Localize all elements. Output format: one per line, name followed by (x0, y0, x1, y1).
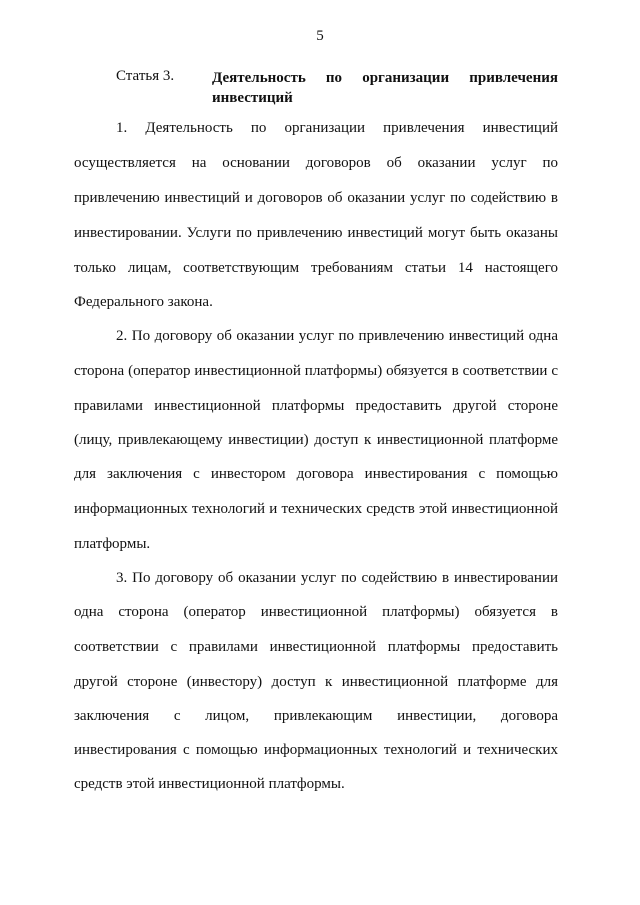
paragraph-line: 2. По договору об оказании услуг по привлечению инвестиций одна (116, 328, 558, 344)
paragraph-line: инвестирования с помощью информационных технологий и технических (74, 742, 558, 758)
paragraph-line: Федерального закона. (74, 294, 213, 310)
paragraph-line: (лицу, привлекающему инвестиции) доступ к инвестиционной платформе (74, 432, 558, 448)
paragraph-line: 1. Деятельность по организации привлечения инвестиций (116, 120, 558, 136)
paragraph-line: соответствии с правилами инвестиционной платформы предоставить (74, 639, 558, 655)
paragraph-line: сторона (оператор инвестиционной платформы) обязуется в соответствии с (74, 363, 558, 379)
paragraph-line: инвестировании. Услуги по привлечению инвестиций могут быть оказаны (74, 225, 558, 241)
paragraph-line: платформы. (74, 536, 151, 552)
article-title: Деятельность по организации привлечения инвестиций (212, 70, 558, 106)
paragraph-line: только лицам, соответствующим требованиям статьи 14 настоящего (74, 260, 558, 276)
page-number: 5 (316, 28, 324, 44)
paragraph-line: 3. По договору об оказании услуг по содействию в инвестировании (116, 570, 558, 586)
paragraph-line: другой стороне (инвестору) доступ к инвестиционной платформе для (74, 674, 558, 690)
paragraph-line: привлечению инвестиций и договоров об оказании услуг по содействию в (74, 190, 558, 206)
paragraph-line: средств этой инвестиционной платформы. (74, 776, 345, 792)
paragraph-line: для заключения с инвестором договора инвестирования с помощью (74, 466, 558, 482)
paragraph-line: правилами инвестиционной платформы предоставить другой стороне (74, 398, 558, 414)
article-label: Статья 3. (116, 68, 175, 84)
paragraph-line: заключения с лицом, привлекающим инвестиции, договора (74, 708, 558, 724)
paragraph-line: одна сторона (оператор инвестиционной платформы) обязуется в (74, 604, 558, 620)
paragraph-line: осуществляется на основании договоров об оказании услуг по (74, 155, 558, 171)
paragraph-line: информационных технологий и технических средств этой инвестиционной (74, 501, 558, 517)
